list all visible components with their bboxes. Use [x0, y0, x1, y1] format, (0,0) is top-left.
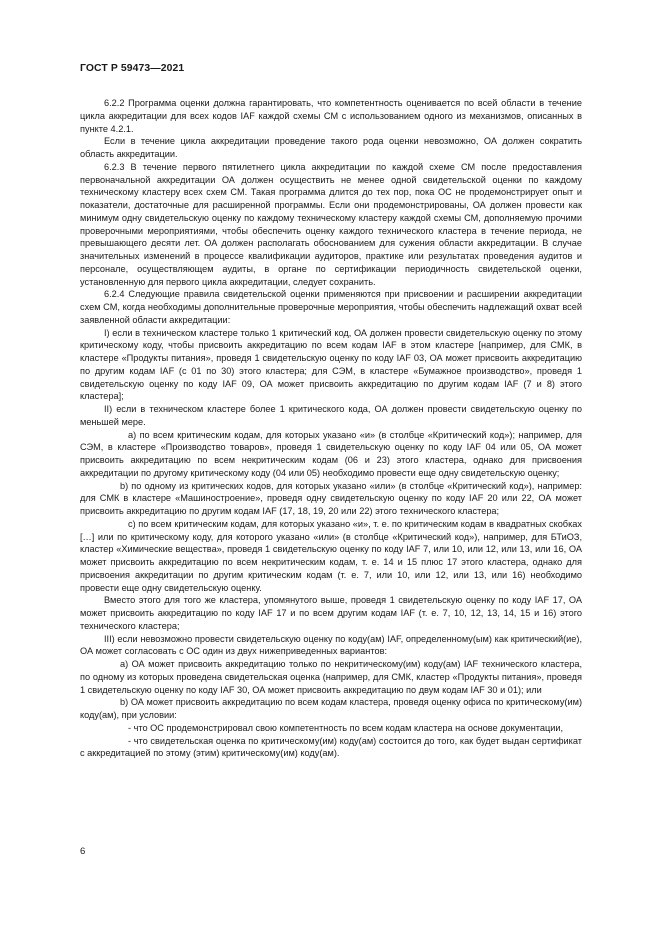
page-number: 6	[80, 846, 86, 857]
paragraph: 6.2.3 В течение первого пятилетнего цикла аккредитации по каждой схеме СМ после предоставления первоначальной аккредитации ОА должен осуществить не менее одной свидетельской оценки по каждому техническому кластеру всех схем СМ. Такая программа длится до тех пор, пока ОС не продемонстрирует опыт и показатели, достаточные для расширенной программы. Если они продемонстрированы, ОА должен провести как минимум одну свидетельскую оценку по каждому техническому кластеру каждой схемы СМ, дополняемую прочими проверочными мероприятиями, чтобы обеспечить оценку каждого технического кластера в течение периода, не превышающего десяти лет. ОА должен располагать обоснованием для сужения области аккредитации. В случае значительных изменений в процессе квалификации аудиторов, практике или результатах проведения аудитов и персонале, осуществляющем аудиты, в органе по сертификации периодичность свидетельской оценки, установленную для первого цикла аккредитации, следует сохранить.	[80, 161, 582, 287]
paragraph: c) по всем критическим кодам, для которых указано «и», т. е. по критическим кодам в квадратных скобках […] или по критическому коду, для которого указано «или» (в столбце «Критический код»), например, для БТиОЗ, кластер «Химические вещества», проведя 1 свидетельскую оценку по коду IAF 7, или 10, или 12, или 13, или 16, ОА может присвоить аккредитацию по всем некритическим кодам, т. е. 14 и 15 плюс 17 этого кластера, однако для присвоения аккредитации по другим критическим кодам (т. е. 7, или 10, или 12, или 13, или 16) необходимо провести еще одну свидетельскую оценку.	[80, 518, 582, 593]
paragraph: I) если в техническом кластере только 1 критический код, ОА должен провести свидетельскую оценку по этому критическому коду, чтобы присвоить аккредитацию по всем кодам IAF в этом кластере [например, для СМК, в кластере «Продукты питания», проведя 1 свидетельскую оценку по коду IAF 03, ОА может присвоить аккредитацию по другим кодам IAF (с 01 по 30) этого кластера; для СЭМ, в кластере «Бумажное производство», проведя 1 свидетельскую оценку по коду IAF 09, ОА может присвоить аккредитацию по другим кодам IAF (7 и 8) этого кластера];	[80, 327, 582, 402]
paragraph: III) если невозможно провести свидетельскую оценку по коду(ам) IAF, определенному(ым) как критический(ие), ОА может согласовать с ОС один из двух нижеприведенных вариантов:	[80, 633, 582, 657]
document-header: ГОСТ Р 59473—2021	[80, 63, 185, 74]
paragraph: а) по всем критическим кодам, для которых указано «и» (в столбце «Критический код»); например, для СЭМ, в кластере «Производство товаров», проведя 1 свидетельскую оценку по коду IAF 04 или 05, ОА может присвоить аккредитацию по всем некритическим кодам (06 и 23) этого кластера, однако для присвоения аккредитации по другому критическому коду (04 или 05) необходимо провести еще одну свидетельскую оценку;	[80, 429, 582, 478]
paragraph: 6.2.2 Программа оценки должна гарантировать, что компетентность оценивается по всей области в течение цикла аккредитации для всех кодов IAF каждой схемы СМ с использованием одного из механизмов, описанных в пункте 4.2.1.	[80, 98, 582, 134]
paragraph: b) по одному из критических кодов, для которых указано «или» (в столбце «Критический код»), например: для СМК в кластере «Машиностроение», проведя одну свидетельскую оценку по коду IAF 20 или 22, ОА может присвоить аккредитацию по другим кодам IAF (17, 18, 19, 20 или 22) этого технического кластера;	[80, 480, 582, 516]
paragraph: - что ОС продемонстрировал свою компетентность по всем кодам кластера на основе документации,	[128, 722, 564, 733]
paragraph: b) ОА может присвоить аккредитацию по всем кодам кластера, проведя оценку офиса по критическому(им) коду(ам), при условии:	[80, 697, 582, 720]
paragraph: Если в течение цикла аккредитации проведение такого рода оценки невозможно, ОА должен сократить область аккредитации.	[80, 136, 582, 159]
document-body	[80, 97, 582, 760]
paragraph: 6.2.4 Следующие правила свидетельской оценки применяются при присвоении и расширении аккредитации схем СМ, когда необходимы дополнительные проверочные мероприятия, чтобы обеспечить надлежащий охват всей заявленной области аккредитации:	[80, 289, 582, 325]
paragraph: а) ОА может присвоить аккредитацию только по некритическому(им) коду(ам) IAF технического кластера, по одному из которых проведена свидетельская оценка (например, для СМК, кластер «Продукты питания», проведя 1 свидетельскую оценку по коду IAF 30, ОА может присвоить аккредитацию по двум кодам IAF 30 и 01); или	[80, 659, 582, 695]
paragraph: II) если в техническом кластере более 1 критического кода, ОА должен провести свидетельскую оценку по меньшей мере.	[80, 404, 582, 427]
paragraph: Вместо этого для того же кластера, упомянутого выше, проведя 1 свидетельскую оценку по коду IAF 17, ОА может присвоить аккредитацию по коду IAF 17 и по всем другим кодам IAF (т. е. 7, 10, 12, 13, 14, 15 и 16) этого технического кластера;	[80, 595, 582, 631]
paragraph: - что свидетельская оценка по критическому(им) коду(ам) состоится до того, как будет выдан сертификат с аккредитацией по этому (этим) критическому(им) коду(ам).	[80, 735, 582, 759]
